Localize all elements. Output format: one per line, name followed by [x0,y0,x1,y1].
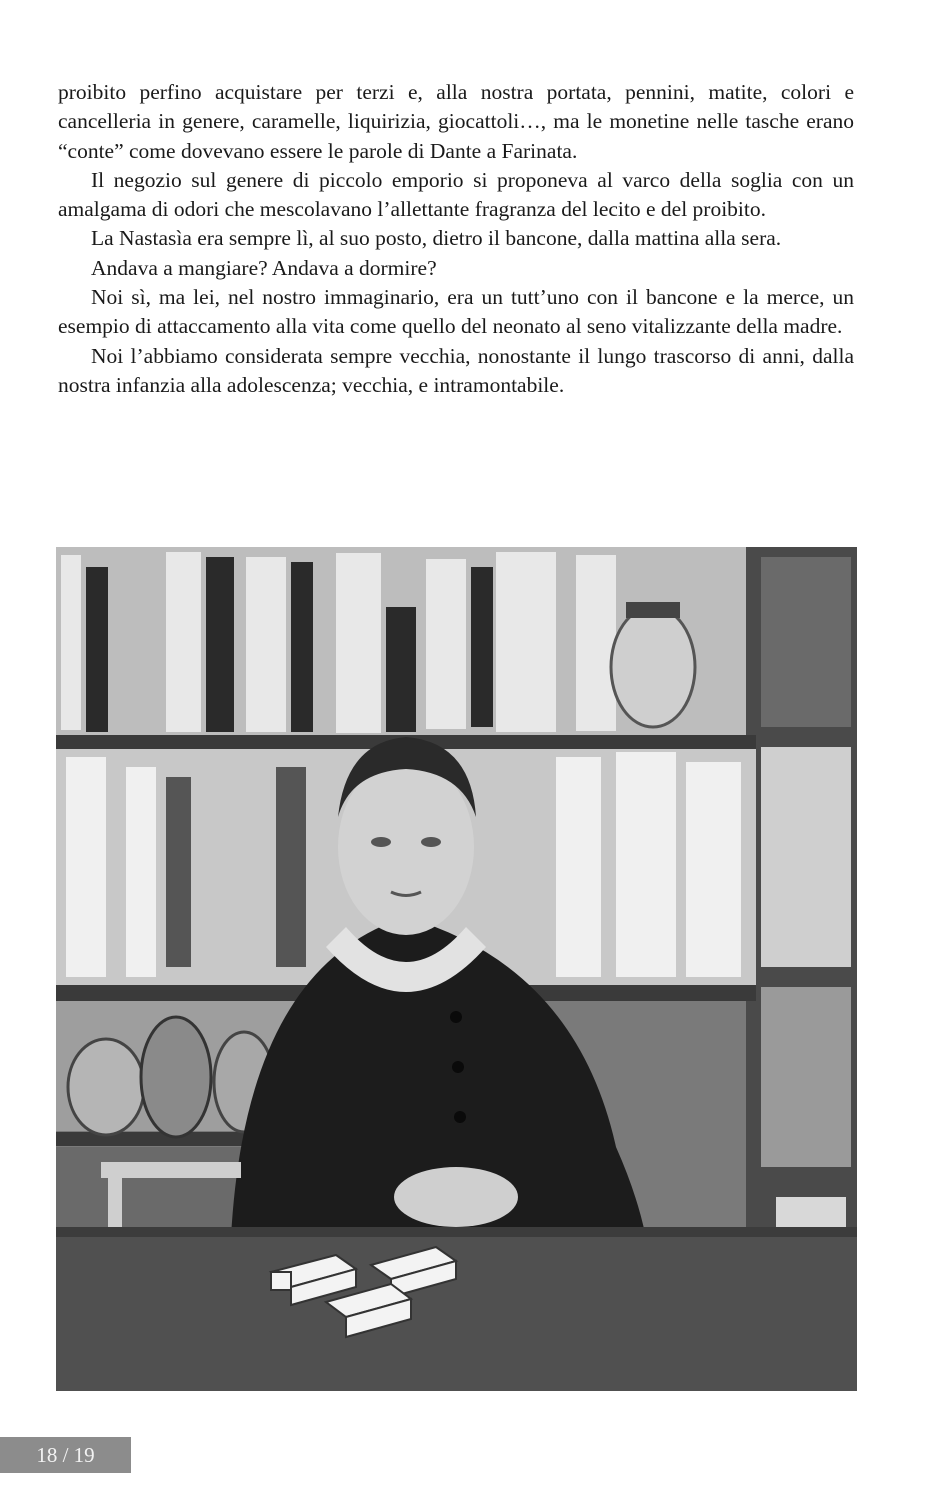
body-text [58,78,854,400]
shop-photograph [56,547,857,1391]
paragraph-6: Noi l’abbiamo considerata sempre vecchia, nonostante il lungo trascorso di anni, dalla nostra infanzia alla adolescenza; vecchia, e intramontabile. [58,343,854,397]
paragraph-4: Andava a mangiare? Andava a dormire? [91,255,437,280]
page-number: 18 / 19 [0,1437,131,1473]
paragraph-1: proibito perfino acquistare per terzi e, alla nostra portata, pennini, matite, colori e cancelleria in genere, caramelle, liquirizia, giocattoli…, ma le monetine nelle tasche erano “conte” come dovevano essere le parole di Dante a Farinata. [58,80,854,163]
paragraph-2: Il negozio sul genere di piccolo emporio si proponeva al varco della soglia con un amalgama di odori che mescolavano l’allettante fragranza del lecito e del proibito. [58,167,854,222]
photo-illustration [56,547,857,1391]
paragraph-3: La Nastasìa era sempre lì, al suo posto, dietro il bancone, dalla mattina alla sera. [91,226,782,251]
paragraph-5: Noi sì, ma lei, nel nostro immaginario, era un tutt’uno con il bancone e la merce, un esempio di attaccamento alla vita come quello del neonato al seno vitalizzante della madre. [58,285,854,339]
